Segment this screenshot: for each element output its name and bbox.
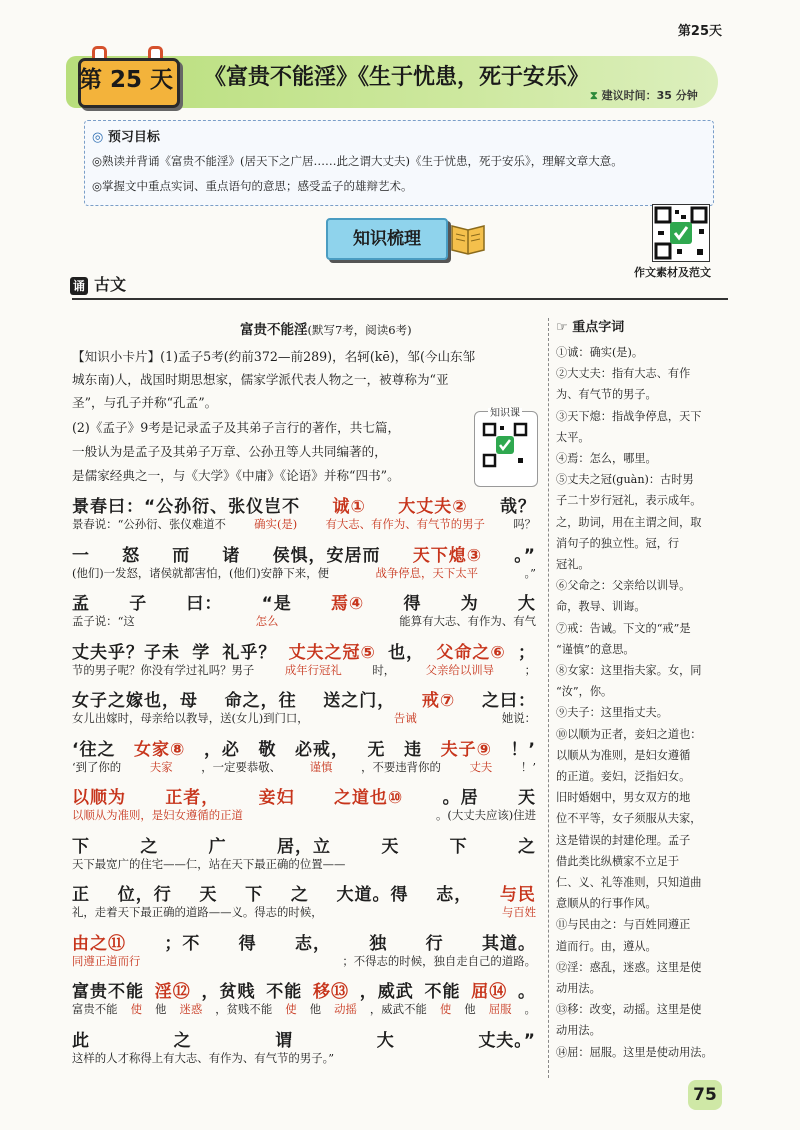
recite-icon: 诵 [70, 277, 88, 295]
text-segment: 女儿出嫁时，母亲给以教导，送(女儿)到门口， [72, 711, 309, 725]
highlighted-text: 成年行冠礼 [284, 662, 342, 677]
hourglass-icon: ⧗ [590, 89, 598, 102]
suggested-time [590, 87, 698, 103]
sidebar-note-line: 旧时婚姻中，男女双方的地 [556, 791, 691, 805]
section-divider [72, 298, 728, 300]
text-segment: 居，立 [276, 836, 331, 857]
highlighted-text: 屈服 [488, 1002, 512, 1016]
preview-goal-line: ◎熟读并背诵《富贵不能淫》(居天下之广居……此之谓大丈夫)《生于忧患，死于安乐》，理解文章大意。 [92, 154, 623, 168]
qr-caption: 作文素材及范文 [634, 266, 711, 279]
sidebar-note-line: 这是错误的封建伦理。孟子 [556, 833, 691, 847]
text-segment: 谓 [275, 1030, 294, 1051]
classical-line [72, 541, 536, 566]
highlighted-text: 同遵正道而行 [72, 953, 141, 968]
sidebar-note-line: “谨慎”的意思。 [556, 642, 635, 656]
highlighted-text: 焉④ [330, 594, 365, 614]
sidebar-note-line: 动用法。 [556, 1024, 601, 1038]
text-segment: 景春说：“公孙衍、张仪难道不 [72, 517, 226, 531]
highlighted-text: 谨慎 [309, 759, 333, 774]
sidebar-note-line: ③天下熄：指战争停息，天下 [556, 409, 702, 423]
sidebar-note-line: 之，助词，用在主谓之间，取 [556, 515, 702, 529]
text-segment: 。 [518, 982, 536, 1002]
text-segment: ，威武 [359, 982, 414, 1002]
highlighted-text: 父命之⑥ [436, 642, 506, 663]
text-segment: 此 [72, 1030, 90, 1051]
section-header: 诵 古文 [70, 272, 126, 295]
text-segment: 。 [524, 1002, 536, 1016]
text-segment: 孟 [72, 594, 90, 614]
highlighted-text: 有大志、有作为、有气节的男子 [325, 517, 485, 531]
page-number: 75 [688, 1080, 722, 1110]
text-segment: 这样的人才称得上有大志、有作为、有气节的男子。” [72, 1050, 335, 1065]
highlighted-text: 与民 [499, 885, 536, 905]
text-segment: 时， [372, 662, 396, 677]
text-segment: 丈夫。” [478, 1030, 536, 1051]
sidebar-note-line: 借此类比纵横家不立足于 [556, 854, 680, 868]
text-segment: 之 [290, 885, 309, 905]
knowledge-card-line: 城东南)人，战国时期思想家，儒家学派代表人物之一，被尊称为“亚 [72, 372, 449, 387]
text-segment: ！’ [520, 759, 536, 774]
highlighted-text: 父亲给以训导 [425, 662, 495, 677]
text-segment: 他 [309, 1002, 322, 1016]
text-segment: (他们)一发怒，诸侯就都害怕，(他们)安静下来，便 [72, 565, 329, 580]
sidebar-note-line: ⑤丈夫之冠(guàn)：古时男 [556, 473, 694, 487]
classical-line [72, 735, 536, 760]
text-segment: ；不 [164, 933, 201, 954]
highlighted-text: 与百姓 [501, 905, 536, 919]
lesson-title: 《富贵不能淫》《生于忧患，死于安乐》 [204, 65, 590, 90]
classical-line [72, 832, 536, 857]
sidebar-note-line: 意顺从的行事作风。 [556, 897, 657, 911]
translation-line [72, 516, 536, 532]
translation-line [72, 1050, 536, 1066]
text-segment: 孟子说：“这 [72, 614, 135, 628]
highlighted-text: 以顺从为准则，是妇女遵循的正道 [72, 808, 243, 822]
suggested-time-text: 建议时间：35 分钟 [601, 89, 698, 102]
highlighted-text: 告诫 [393, 711, 417, 725]
text-segment: “是 [261, 594, 292, 614]
text-segment: 下 [449, 836, 468, 857]
classical-line [72, 1026, 536, 1051]
text-segment: 。” [524, 565, 536, 580]
text-segment: 怒 [122, 545, 141, 566]
text-segment: 之 [140, 836, 159, 857]
text-segment: 送之门， [323, 691, 396, 711]
text-segment: 富贵不能 [72, 1002, 118, 1016]
text-segment: 诸 [222, 545, 241, 566]
classical-line [72, 492, 536, 517]
text-segment: ；不得志的时候，独自走自己的道路。 [342, 953, 536, 968]
text-segment: ‘往之 [72, 739, 116, 760]
sidebar-note-line: 的正道。妾妇，泛指妇女。 [556, 770, 691, 783]
text-segment: 天 [381, 836, 400, 857]
text-segment: 礼乎？ [222, 642, 277, 663]
text-segment: 他 [464, 1002, 476, 1016]
text-segment: 广 [208, 836, 227, 857]
sidebar-note-line: 仁、义、礼等准则，只知道曲 [556, 876, 702, 889]
highlighted-text: 淫⑫ [154, 982, 191, 1002]
translation-line [72, 613, 536, 629]
highlighted-text: 夫子⑨ [440, 739, 492, 760]
classical-line [72, 929, 536, 954]
sidebar-note-line: ②大丈夫：指有大志、有作 [556, 367, 691, 381]
sidebar-note-line: ⑫淫：惑乱，迷惑。这里是使 [556, 960, 702, 974]
knowledge-card-line: (2)《孟子》9考是记录孟子及其弟子言行的著作，共七篇， [72, 420, 401, 435]
text-segment: 违 [404, 739, 423, 760]
classical-line [72, 638, 536, 663]
text-segment: 侯惧，安居而 [272, 545, 381, 566]
sidebar-note-line: 动用法。 [556, 982, 601, 995]
text-segment: ，威武不能 [369, 1002, 427, 1016]
translation-line [72, 1001, 536, 1017]
text-segment: 下 [72, 836, 90, 857]
sidebar-note-line: 位不平等，女子须服从夫家， [556, 812, 702, 826]
sidebar-note-line: ⑧女家：这里指夫家。女，同 [556, 664, 702, 677]
text-segment: ‘到了你的 [72, 759, 122, 774]
highlighted-text: 大丈夫② [398, 497, 468, 517]
sidebar-note-line: 命，教导、训诲。 [556, 600, 646, 614]
mini-qr-label: 知识课 [490, 408, 520, 419]
classical-line [72, 589, 536, 614]
text-segment: ，不要违背你的 [361, 759, 441, 774]
sidebar-note-line: 太平。 [556, 430, 590, 444]
text-segment: 之 [517, 836, 536, 857]
highlighted-text: 丈夫 [469, 759, 493, 774]
text-segment: 也， [388, 642, 425, 663]
preview-goal-line: ◎掌握文中重点实词、重点语句的意思；感受孟子的雄辩艺术。 [92, 179, 413, 193]
knowledge-card-line: 一般认为是孟子及其弟子万章、公孙丑等人共同编著的， [72, 444, 387, 459]
text-segment: 她说： [501, 711, 536, 725]
translation-line [72, 662, 536, 678]
sidebar-note-line: ⑭屈：屈服。这里是使动用法。 [556, 1045, 713, 1059]
text-segment: 正 [72, 885, 90, 905]
sidebar-note-line: 消句子的独立性。冠，行 [556, 536, 680, 550]
text-segment: 命之，往 [224, 691, 297, 711]
sidebar-note-line: 道而行。由，遵从。 [556, 939, 657, 953]
sidebar-note-line: ⑥父命之：父亲给以训导。 [556, 579, 691, 593]
highlighted-text: 妾妇 [258, 788, 295, 808]
highlighted-text: 以顺为 [72, 788, 126, 808]
text-segment: 行 [425, 933, 444, 954]
classical-line [72, 880, 536, 905]
text-segment: 大 [376, 1030, 395, 1051]
classical-line [72, 977, 536, 1002]
highlighted-text: 天下熄③ [412, 545, 483, 566]
text-segment: 富贵不能 [72, 982, 144, 1002]
text-segment: 节的男子呢？你没有学过礼吗？男子 [72, 662, 255, 677]
sidebar-note-line: ⑩以顺为正者，妾妇之道也： [556, 727, 702, 741]
text-segment: 天下最宽广的住宅——仁，站在天下最正确的位置—— [72, 856, 346, 871]
open-book-icon [448, 216, 488, 256]
text-segment: 。” [514, 545, 536, 566]
text-segment: 女子之嫁也，母 [72, 691, 198, 711]
text-segment: 他 [155, 1002, 167, 1016]
sidebar-note-line: ⑨夫子：这里指丈夫。 [556, 706, 668, 720]
highlighted-text: 怎么 [255, 614, 279, 628]
highlighted-text: 使 [439, 1002, 452, 1016]
highlighted-text: 使 [285, 1002, 297, 1016]
text-segment: 独 [369, 933, 388, 954]
text-segment: 吗？ [513, 517, 536, 531]
highlighted-text: 之道也⑩ [333, 788, 404, 808]
sidebar-border [548, 318, 549, 1078]
pointing-hand-icon: ☞ [556, 320, 568, 335]
highlighted-text: 使 [130, 1002, 142, 1016]
translation-line [72, 807, 536, 823]
text-segment: 学 [192, 642, 211, 663]
sidebar-note-line: ④焉：怎么，哪里。 [556, 452, 657, 465]
text-segment: 一 [72, 545, 90, 566]
text-segment: ，贫贱 [201, 982, 256, 1002]
text-segment: ，贫贱不能 [215, 1002, 273, 1016]
highlighted-text: 丈夫之冠⑤ [288, 642, 376, 663]
translation-line [72, 565, 536, 581]
classical-line [72, 686, 536, 711]
sidebar-note-line: ⑪与民由之：与百姓同遵正 [556, 918, 691, 932]
sidebar-note-line: 冠礼。 [556, 558, 590, 571]
text-segment: 哉？ [499, 497, 536, 517]
highlighted-text: 诚① [332, 497, 366, 517]
text-segment: 。居 [442, 788, 479, 808]
highlighted-text: 戒⑦ [421, 691, 456, 711]
translation-line [72, 953, 536, 969]
target-icon: ◎ [92, 130, 104, 145]
highlighted-text: 正者， [165, 788, 220, 808]
knowledge-badge: 知识梳理 [326, 218, 448, 260]
text-segment: 天 [517, 788, 536, 808]
highlighted-text: 夫家 [149, 759, 173, 774]
text-segment: 无 [367, 739, 386, 760]
text-segment: 大 [517, 594, 536, 614]
highlighted-text: 女家⑧ [134, 739, 186, 760]
text-segment: 为 [460, 594, 479, 614]
text-segment: 丈夫乎？子未 [72, 642, 180, 663]
text-segment: 位，行 [117, 885, 172, 905]
text-segment: 得 [238, 933, 257, 954]
text-segment: 不能 [266, 982, 303, 1002]
text-segment: 。(大丈夫应该)住进 [435, 808, 536, 822]
text-segment: 志， [294, 933, 331, 954]
sidebar-note-line: 为、有气节的男子。 [556, 388, 657, 402]
running-head: 第25天 [677, 24, 722, 39]
sidebar-note-line: “汝”，你。 [556, 685, 613, 699]
qr-code-icon[interactable] [652, 204, 710, 262]
knowledge-card-line: 圣”，与孔子并称“孔孟”。 [72, 395, 218, 410]
text-segment: ，必 [203, 739, 240, 760]
text-segment: 敬 [258, 739, 277, 760]
highlighted-text: 由之⑪ [72, 933, 126, 954]
preview-goals-title: ◎ 预习目标 [92, 130, 160, 145]
text-segment: 子 [129, 594, 148, 614]
sidebar-note-line: ①诚：确实(是)。 [556, 346, 644, 359]
highlighted-text: 屈⑭ [471, 982, 508, 1002]
text-segment: 下 [245, 885, 264, 905]
sidebar-note-line: 子二十岁行冠礼，表示成年。 [556, 494, 702, 508]
knowledge-card-line: 【知识小卡片】(1)孟子5考(约前372—前289)，名轲(kē)，邹(今山东邹 [72, 349, 476, 364]
highlighted-text: 确实(是) [254, 517, 298, 531]
highlighted-text: 战争停息，天下太平 [375, 565, 478, 580]
text-segment: 曰： [186, 594, 223, 614]
text-segment: 能算有大志、有作为、有气 [399, 614, 536, 628]
text-segment: 之曰： [481, 691, 536, 711]
translation-line [72, 759, 536, 775]
translation-line [72, 710, 536, 726]
knowledge-card-line: 是儒家经典之一，与《大学》《中庸》《论语》并称“四书”。 [72, 468, 400, 483]
mini-qr-code-icon[interactable] [482, 422, 528, 468]
text-segment: 之 [173, 1030, 192, 1051]
sidebar-note-line: 以顺从为准则，是妇女遵循 [556, 748, 691, 762]
translation-line [72, 904, 536, 920]
highlighted-text: 迷惑 [179, 1002, 203, 1016]
text-segment: 礼，走着天下最正确的道路——义。得志的时候， [72, 905, 323, 919]
text-segment: 天 [199, 885, 218, 905]
text-segment: 景春曰：“公孙衍、张仪岂不 [72, 497, 301, 517]
text-segment: ； [524, 662, 536, 677]
text-segment: 必戒， [295, 739, 349, 760]
sidebar-note-line: ⑬移：改变，动摇。这里是使 [556, 1003, 702, 1017]
text-segment: ； [517, 642, 536, 663]
text-segment: 大道。得 [336, 885, 409, 905]
text-segment: ！’ [510, 739, 536, 760]
text-segment: 不能 [424, 982, 461, 1002]
classical-line [72, 783, 536, 808]
highlighted-text: 动摇 [334, 1002, 357, 1016]
text-segment: ，一定要恭敬、 [201, 759, 282, 774]
sidebar-title: ☞ 重点字词 [556, 320, 625, 335]
text-segment: 得 [403, 594, 422, 614]
text-segment: 而 [172, 545, 191, 566]
text-segment: 其道。 [481, 933, 536, 954]
day-label: 第 25 天 [78, 67, 174, 93]
highlighted-text: 移⑬ [313, 982, 349, 1002]
text-segment: 志， [436, 885, 473, 905]
article-title: 富贵不能淫(默写7考，阅读6考) [240, 322, 412, 338]
sidebar-note-line: ⑦戒：告诫。下文的“戒”是 [556, 621, 691, 635]
translation-line [72, 856, 536, 872]
